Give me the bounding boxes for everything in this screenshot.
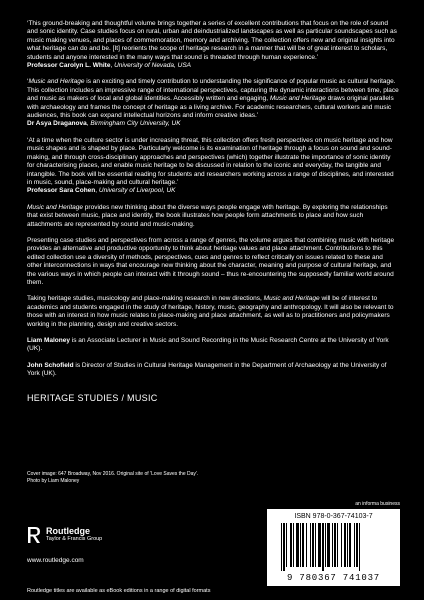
isbn-barcode: [267, 509, 400, 586]
ebook-availability-note: Routledge titles are available as eBook editions in a range of digital formats: [27, 588, 211, 594]
barcode-digits: 9 780367 741037: [286, 573, 380, 583]
quote-title-italic: Music and Heritage: [28, 78, 85, 86]
quote-affiliation: Birmingham City University, UK: [90, 120, 181, 128]
publisher-name-block: [46, 526, 102, 543]
quote-text: ‘Music and Heritage is an exciting and timely contribution to understanding the significance of popular music as cultural heritage. This collection includes an impressive range of international perspectives, capturing the dynamic interactions between time, place and music as makers of local and global identities. Accessibly written and engaging, Music and Heritage draws original parallels with archaeology and frames the concept of heritage as a living archive. For academic researchers, cultural workers and music audiences, this book can expand intellectual horizons and inform creative ideas.’: [27, 78, 399, 120]
editor-bio-1: [27, 337, 399, 354]
cover-image-credit: [27, 471, 247, 484]
description-paragraph-2: Presenting case studies and perspectives from across a range of genres, the volume argues that combining music with heritage provides an alternative and productive opportunity to think about heritage values and place attachment. Contributions to this edited collection use a diversity of methods, perspectives, cues and genres to reflect critically on issues related to these and other interconnections in ways that encourage new thinking about the character, meaning and purpose of cultural heritage, and the various ways in which people can interact with it through sound – thus re-encountering the supposedly familiar world around them.: [27, 236, 395, 286]
quote-affiliation: University of Nevada, USA: [114, 62, 192, 70]
barcode-icon: [281, 523, 386, 571]
quote-title-italic-2: Music and Heritage: [269, 95, 326, 103]
book-title-italic: Music and Heritage: [27, 203, 83, 211]
editor-name: John Schofield: [27, 361, 74, 369]
quote-author: Professor Sara Cohen: [27, 187, 96, 195]
routledge-r-icon: [27, 526, 41, 544]
description-paragraph-3: [27, 295, 399, 329]
isbn-label: ISBN 978-0-367-74103-7: [294, 513, 373, 520]
description-paragraph-1: [27, 204, 399, 229]
informa-business-tagline: an informa business: [355, 501, 400, 507]
paragraph-text-end: will be of interest to academics and students engaged in the study of heritage, history, music, geography and anthropology. It will also be relevant to those with an interest in how music relates to place-making and place attachment, as well as to practitioners and policymakers working in the planning, design and creative sectors.: [27, 295, 394, 328]
bio-text: is an Associate Lecturer in Music and Sound Recording in the Music Research Centre at the University of York (UK).: [27, 337, 389, 353]
editor-name: Liam Maloney: [27, 337, 70, 344]
endorsement-quote-1: [27, 20, 399, 70]
publisher-website: www.routledge.com: [27, 557, 84, 564]
back-cover-text: [27, 20, 399, 403]
endorsement-quote-3: [27, 137, 399, 196]
quote-text-part: is an exciting and timely contribution to understanding the significance of popular music as cultural heritage. This collection includes an impressive range of international perspectives, capturing the dynamic interactions between time, place and music as makers of local and global identities. Accessibly written and engaging,: [27, 78, 399, 103]
cover-credit-line-2: Photo by Liam Maloney: [27, 477, 80, 484]
quote-attribution: Dr Asya Draganova, Birmingham City University, UK: [27, 120, 181, 128]
endorsement-quote-2: [27, 78, 399, 128]
paragraph-text: Taking heritage studies, musicology and place-making research in new directions,: [27, 295, 264, 303]
subject-category: HERITAGE STUDIES / MUSIC: [27, 392, 158, 403]
editor-bio-2: [27, 362, 399, 379]
routledge-logo: [27, 526, 102, 544]
quote-affiliation: University of Liverpool, UK: [98, 187, 176, 195]
quote-author: Professor Carolyn L. White: [27, 62, 111, 70]
cover-credit-line-1: Cover image: 647 Broadway, Nov 2016. Original site of ‘Love Saves the Day’.: [27, 471, 199, 477]
bio-text: is Director of Studies in Cultural Heritage Management in the Department of Archaeology at the University of York (UK).: [27, 361, 387, 378]
paragraph-text: provides new thinking about the diverse ways people engage with heritage. By exploring the relationships that exist between music, place and identity, the book illustrates how people form attachments to place and how such attachments are represented by sound and music-making.: [27, 203, 388, 228]
book-title-italic: Music and Heritage: [263, 295, 320, 303]
quote-text-end: draws original parallels with archaeology and frames the concept of heritage as a living archive. For academic researchers, cultural workers and music audiences, this book can expand intellectual horizons and inform creative ideas.’: [27, 95, 394, 120]
quote-attribution: Professor Sara Cohen, University of Liverpool, UK: [27, 187, 176, 195]
publisher-name: Routledge: [46, 526, 90, 536]
quote-author: Dr Asya Draganova: [27, 120, 87, 128]
publisher-group: Taylor & Francis Group: [46, 536, 103, 542]
quote-text: ‘This ground-breaking and thoughtful volume brings together a series of excellent contributions that focus on the role of sound and sonic identity. Case studies focus on rural, urban and deindustrialized landscapes as well as particular soundscapes such as music making venues, and places of commemoration, memory and archiving. The collection offers new and original insights into what heritage can do and be. [It] reorients the scope of heritage research in a manner that will be of great interest to scholars, students and anyone interested in the many ways that sound is threaded through human experience.’: [27, 20, 397, 61]
quote-text: ‘At a time when the culture sector is under increasing threat, this collection offers fresh perspectives on music heritage and how music shapes and is shaped by place. Particularly welcome is its examination of heritage through a focus on sound and sound-making, and through cross-disciplinary approaches and perspectives (which) together illustrate the importance of sonic identity for characterising places, and enable music heritage to be discussed in relation to the iconic and everyday, the tangible and intangible. The book will be essential reading for students and researchers working across a range of disciplines, and interested in music, sound, place-making and cultural heritage.’: [27, 136, 394, 186]
back-cover-footer: [27, 471, 400, 594]
quote-attribution: Professor Carolyn L. White, University of Nevada, USA: [27, 62, 192, 70]
